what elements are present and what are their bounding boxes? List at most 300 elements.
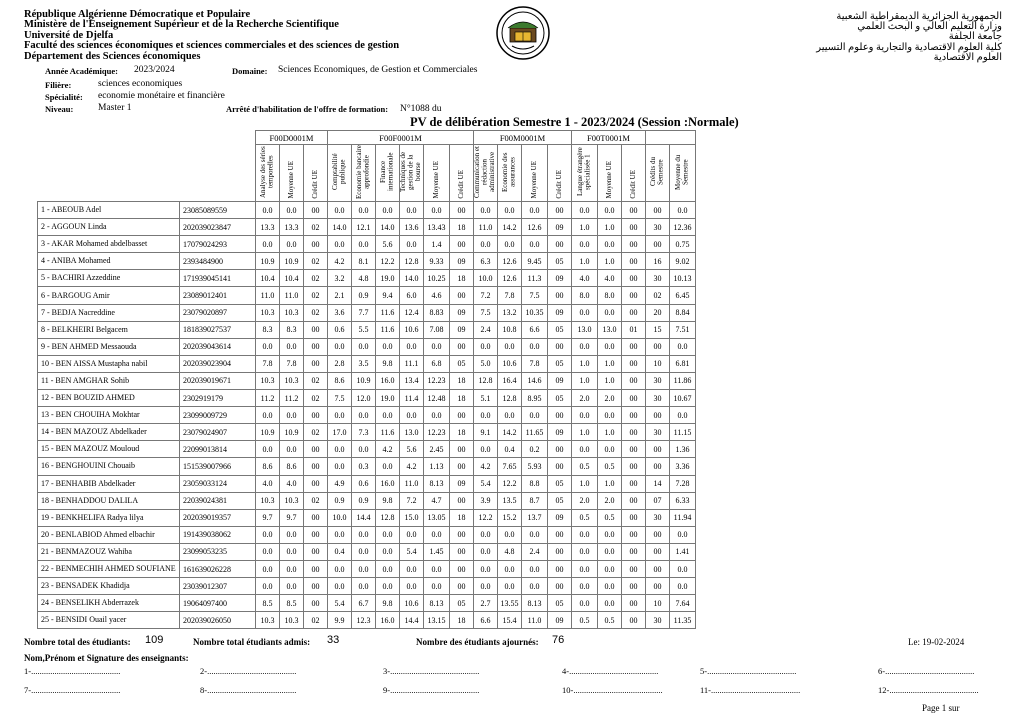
grade-cell: 7.8 bbox=[522, 355, 548, 372]
grade-cell: 0.0 bbox=[256, 526, 280, 543]
grade-cell: 10.35 bbox=[522, 304, 548, 321]
grade-cell: 00 bbox=[622, 509, 646, 526]
table-row bbox=[38, 372, 696, 389]
student-name: 4 - ANIBA Mohamed bbox=[38, 253, 180, 270]
grade-cell: 0.0 bbox=[474, 543, 498, 560]
student-matricule: 202039019671 bbox=[180, 372, 256, 389]
grade-cell: 0.5 bbox=[572, 458, 598, 475]
grade-cell: 0.0 bbox=[424, 202, 450, 219]
signature-slot: 8-.......................................... bbox=[200, 685, 297, 695]
grade-cell: 1.0 bbox=[572, 219, 598, 236]
student-matricule: 23089012401 bbox=[180, 287, 256, 304]
grade-cell: 0.0 bbox=[424, 578, 450, 595]
total-label: Nombre total des étudiants: bbox=[24, 637, 131, 647]
grade-cell: 8.13 bbox=[424, 475, 450, 492]
grade-cell: 8.3 bbox=[280, 321, 304, 338]
grade-cell: 05 bbox=[548, 492, 572, 509]
grade-cell: 18 bbox=[450, 424, 474, 441]
grade-cell: 0.0 bbox=[474, 338, 498, 355]
student-name: 23 - BENSADEK Khadidja bbox=[38, 578, 180, 595]
grade-cell: 30 bbox=[646, 219, 670, 236]
grade-cell: 6.7 bbox=[352, 595, 376, 612]
signature-slot: 9-.......................................... bbox=[383, 685, 480, 695]
grade-cell: 0.0 bbox=[328, 202, 352, 219]
grade-cell: 3.36 bbox=[670, 458, 696, 475]
grade-cell: 00 bbox=[304, 236, 328, 253]
table-body bbox=[38, 202, 696, 629]
grade-cell: 5.1 bbox=[474, 390, 498, 407]
grade-cell: 13.2 bbox=[498, 304, 522, 321]
grade-cell: 11.0 bbox=[474, 219, 498, 236]
grade-cell: 0.0 bbox=[498, 202, 522, 219]
grade-cell: 10.9 bbox=[280, 424, 304, 441]
grade-cell: 12.8 bbox=[376, 509, 400, 526]
grade-cell: 0.0 bbox=[572, 595, 598, 612]
grade-cell: 1.0 bbox=[572, 424, 598, 441]
grade-cell: 00 bbox=[646, 543, 670, 560]
grade-cell: 12.2 bbox=[498, 475, 522, 492]
grade-cell: 10.9 bbox=[280, 253, 304, 270]
grade-cell: 6.8 bbox=[424, 355, 450, 372]
grade-cell: 0.0 bbox=[352, 338, 376, 355]
page-title: PV de délibération Semestre 1 - 2023/2024 (Session :Normale) bbox=[410, 115, 739, 129]
grade-cell: 02 bbox=[304, 492, 328, 509]
domaine-value: Sciences Economiques, de Gestion et Commerciales bbox=[278, 65, 478, 75]
grade-cell: 0.5 bbox=[572, 612, 598, 629]
grade-cell: 16.0 bbox=[376, 612, 400, 629]
grade-cell: 9.33 bbox=[424, 253, 450, 270]
grade-cell: 6.6 bbox=[474, 612, 498, 629]
grade-cell: 00 bbox=[622, 526, 646, 543]
grade-cell: 00 bbox=[622, 543, 646, 560]
grade-cell: 12.4 bbox=[400, 304, 424, 321]
grade-cell: 0.0 bbox=[280, 543, 304, 560]
grade-cell: 30 bbox=[646, 372, 670, 389]
grade-cell: 10.6 bbox=[400, 321, 424, 338]
grade-cell: 00 bbox=[622, 458, 646, 475]
grade-cell: 02 bbox=[304, 424, 328, 441]
grade-cell: 10.6 bbox=[400, 595, 424, 612]
grade-cell: 0.0 bbox=[572, 202, 598, 219]
grade-cell: 1.41 bbox=[670, 543, 696, 560]
grade-cell: 9.4 bbox=[376, 287, 400, 304]
grade-cell: 18 bbox=[450, 372, 474, 389]
grade-cell: 13.0 bbox=[598, 321, 622, 338]
grade-cell: 7.08 bbox=[424, 321, 450, 338]
grade-cell: 11.1 bbox=[400, 355, 424, 372]
annee-value: 2023/2024 bbox=[134, 65, 175, 75]
grade-cell: 11.0 bbox=[256, 287, 280, 304]
grade-cell: 4.6 bbox=[424, 287, 450, 304]
grade-cell: 0.0 bbox=[352, 407, 376, 424]
grade-cell: 0.0 bbox=[376, 338, 400, 355]
grade-cell: 2.0 bbox=[572, 390, 598, 407]
grade-cell: 0.5 bbox=[598, 458, 622, 475]
grade-cell: 8.8 bbox=[522, 475, 548, 492]
grade-cell: 13.7 bbox=[522, 509, 548, 526]
grade-cell: 0.0 bbox=[352, 441, 376, 458]
grade-cell: 2.7 bbox=[474, 595, 498, 612]
student-name: 16 - BENGHOUINI Chouaib bbox=[38, 458, 180, 475]
grade-cell: 10.0 bbox=[328, 509, 352, 526]
student-name: 6 - BARGOUG Amir bbox=[38, 287, 180, 304]
grade-cell: 16.0 bbox=[376, 372, 400, 389]
student-name: 20 - BENLABIOD Ahmed elbachir bbox=[38, 526, 180, 543]
student-name: 19 - BENKHELIFA Radya lilya bbox=[38, 509, 180, 526]
grade-cell: 00 bbox=[548, 202, 572, 219]
signature-slot: 12-.......................................... bbox=[878, 685, 979, 695]
student-matricule: 23079024907 bbox=[180, 424, 256, 441]
student-matricule: 202039019357 bbox=[180, 509, 256, 526]
grade-cell: 00 bbox=[450, 526, 474, 543]
grade-cell: 10.3 bbox=[280, 372, 304, 389]
grade-cell: 0.0 bbox=[522, 236, 548, 253]
grade-cell: 10.3 bbox=[256, 372, 280, 389]
grade-cell: 05 bbox=[548, 475, 572, 492]
grade-cell: 00 bbox=[622, 595, 646, 612]
grade-cell: 09 bbox=[548, 612, 572, 629]
grade-cell: 2.4 bbox=[522, 543, 548, 560]
grade-cell: 12.0 bbox=[352, 390, 376, 407]
grade-cell: 00 bbox=[548, 578, 572, 595]
column-header: Analyse des séries temporelles bbox=[256, 145, 280, 202]
student-matricule: 161639026228 bbox=[180, 560, 256, 577]
grade-cell: 11.2 bbox=[280, 390, 304, 407]
signature-slot: 4-.......................................... bbox=[562, 666, 659, 676]
grade-cell: 00 bbox=[304, 543, 328, 560]
grade-cell: 7.8 bbox=[256, 355, 280, 372]
header-left-line: Faculté des sciences économiques et sciences commerciales et des sciences de gestion bbox=[24, 40, 400, 52]
grade-cell: 14 bbox=[646, 475, 670, 492]
student-matricule: 202039023847 bbox=[180, 219, 256, 236]
grade-cell: 00 bbox=[304, 595, 328, 612]
group-header: F00F0001M bbox=[328, 131, 474, 145]
student-name: 5 - BACHIRI Azzeddine bbox=[38, 270, 180, 287]
table-row bbox=[38, 560, 696, 577]
grade-cell: 00 bbox=[304, 407, 328, 424]
grade-cell: 09 bbox=[450, 253, 474, 270]
student-name: 3 - AKAR Mohamed abdelbasset bbox=[38, 236, 180, 253]
grade-cell: 0.0 bbox=[256, 407, 280, 424]
grade-cell: 0.4 bbox=[328, 543, 352, 560]
column-header: Crédit UE bbox=[622, 145, 646, 202]
column-header: Crédit UE bbox=[450, 145, 474, 202]
grade-cell: 12.2 bbox=[376, 253, 400, 270]
student-matricule: 171939045141 bbox=[180, 270, 256, 287]
student-name: 18 - BENHADDOU DALILA bbox=[38, 492, 180, 509]
grade-cell: 0.0 bbox=[670, 407, 696, 424]
header-blank bbox=[38, 131, 256, 145]
grade-cell: 09 bbox=[548, 219, 572, 236]
table-row bbox=[38, 304, 696, 321]
grade-cell: 0.0 bbox=[670, 560, 696, 577]
student-matricule: 2393484900 bbox=[180, 253, 256, 270]
grade-cell: 0.0 bbox=[572, 560, 598, 577]
grade-cell: 0.0 bbox=[522, 202, 548, 219]
grade-cell: 7.5 bbox=[522, 287, 548, 304]
grade-cell: 6.6 bbox=[522, 321, 548, 338]
grade-cell: 05 bbox=[548, 595, 572, 612]
university-logo bbox=[496, 6, 550, 60]
grade-cell: 00 bbox=[548, 407, 572, 424]
student-matricule: 202039023904 bbox=[180, 355, 256, 372]
grade-cell: 01 bbox=[622, 321, 646, 338]
grade-cell: 0.0 bbox=[328, 441, 352, 458]
grade-cell: 00 bbox=[450, 236, 474, 253]
grade-cell: 13.6 bbox=[400, 219, 424, 236]
grade-cell: 00 bbox=[548, 543, 572, 560]
grade-cell: 00 bbox=[646, 338, 670, 355]
signature-slot: 3-.......................................... bbox=[383, 666, 480, 676]
grade-cell: 09 bbox=[548, 424, 572, 441]
grade-cell: 2.4 bbox=[474, 321, 498, 338]
grade-cell: 18 bbox=[450, 390, 474, 407]
grade-cell: 0.0 bbox=[572, 543, 598, 560]
student-name: 17 - BENHABIB Abdelkader bbox=[38, 475, 180, 492]
grade-cell: 0.0 bbox=[670, 338, 696, 355]
student-name: 10 - BEN AISSA Mustapha nabil bbox=[38, 355, 180, 372]
grade-cell: 0.3 bbox=[352, 458, 376, 475]
grade-cell: 4.0 bbox=[598, 270, 622, 287]
grade-cell: 8.84 bbox=[670, 304, 696, 321]
grade-cell: 8.6 bbox=[256, 458, 280, 475]
grade-cell: 12.8 bbox=[474, 372, 498, 389]
grade-cell: 00 bbox=[450, 407, 474, 424]
grade-cell: 6.33 bbox=[670, 492, 696, 509]
grade-cell: 3.5 bbox=[352, 355, 376, 372]
sign-label: Nom,Prénom et Signature des enseignants: bbox=[24, 653, 189, 663]
grade-cell: 8.83 bbox=[424, 304, 450, 321]
grade-cell: 00 bbox=[548, 338, 572, 355]
grade-cell: 5.0 bbox=[474, 355, 498, 372]
grade-cell: 05 bbox=[548, 390, 572, 407]
student-matricule: 2302919179 bbox=[180, 390, 256, 407]
grade-cell: 0.0 bbox=[598, 407, 622, 424]
grade-cell: 11.4 bbox=[400, 390, 424, 407]
grade-cell: 00 bbox=[304, 321, 328, 338]
grade-cell: 11.35 bbox=[670, 612, 696, 629]
grade-cell: 6.81 bbox=[670, 355, 696, 372]
grade-cell: 02 bbox=[304, 372, 328, 389]
grade-cell: 14.2 bbox=[498, 424, 522, 441]
grade-cell: 00 bbox=[622, 612, 646, 629]
grade-cell: 0.0 bbox=[598, 526, 622, 543]
grade-cell: 00 bbox=[622, 287, 646, 304]
grade-cell: 00 bbox=[622, 338, 646, 355]
grade-cell: 0.0 bbox=[400, 202, 424, 219]
student-matricule: 17079024293 bbox=[180, 236, 256, 253]
column-header: Techniques de gestion de la bourse bbox=[400, 145, 424, 202]
student-name: 9 - BEN AHMED Messaouda bbox=[38, 338, 180, 355]
grade-cell: 0.0 bbox=[474, 236, 498, 253]
grade-cell: 0.0 bbox=[670, 578, 696, 595]
grade-cell: 9.45 bbox=[522, 253, 548, 270]
grade-cell: 0.5 bbox=[598, 612, 622, 629]
grade-cell: 30 bbox=[646, 270, 670, 287]
grade-cell: 00 bbox=[304, 560, 328, 577]
grade-cell: 9.1 bbox=[474, 424, 498, 441]
signature-slot: 10-.......................................... bbox=[562, 685, 663, 695]
student-name: 22 - BENMECHIH AHMED SOUFIANE bbox=[38, 560, 180, 577]
filiere-label: Filière: bbox=[45, 80, 72, 90]
table-row bbox=[38, 543, 696, 560]
grade-cell: 0.0 bbox=[498, 407, 522, 424]
grade-cell: 00 bbox=[548, 526, 572, 543]
grade-cell: 18 bbox=[450, 270, 474, 287]
grade-cell: 0.0 bbox=[474, 560, 498, 577]
grade-cell: 0.0 bbox=[598, 441, 622, 458]
signature-slot: 2-.......................................... bbox=[200, 666, 297, 676]
grade-cell: 00 bbox=[646, 407, 670, 424]
grade-cell: 00 bbox=[304, 475, 328, 492]
grade-cell: 0.9 bbox=[352, 287, 376, 304]
grade-cell: 00 bbox=[304, 441, 328, 458]
grade-cell: 14.6 bbox=[522, 372, 548, 389]
grade-cell: 00 bbox=[622, 270, 646, 287]
grade-cell: 0.0 bbox=[400, 338, 424, 355]
arrete-value: N°1088 du bbox=[400, 104, 442, 114]
grade-cell: 11.15 bbox=[670, 424, 696, 441]
grade-cell: 8.6 bbox=[280, 458, 304, 475]
grade-cell: 0.75 bbox=[670, 236, 696, 253]
grade-cell: 0.0 bbox=[376, 202, 400, 219]
total-value: 109 bbox=[145, 634, 164, 646]
grade-cell: 1.13 bbox=[424, 458, 450, 475]
grade-cell: 0.5 bbox=[572, 509, 598, 526]
grade-cell: 1.0 bbox=[598, 253, 622, 270]
grade-cell: 7.2 bbox=[474, 287, 498, 304]
grade-cell: 10.67 bbox=[670, 390, 696, 407]
grade-cell: 0.0 bbox=[474, 526, 498, 543]
grade-cell: 0.0 bbox=[572, 338, 598, 355]
grade-cell: 1.0 bbox=[598, 424, 622, 441]
grade-cell: 00 bbox=[548, 287, 572, 304]
grade-cell: 7.7 bbox=[352, 304, 376, 321]
specialite-label: Spécialité: bbox=[45, 92, 83, 102]
student-matricule: 23079020897 bbox=[180, 304, 256, 321]
grade-cell: 4.0 bbox=[280, 475, 304, 492]
grade-cell: 30 bbox=[646, 612, 670, 629]
table-row bbox=[38, 270, 696, 287]
table-row bbox=[38, 338, 696, 355]
grade-cell: 00 bbox=[622, 578, 646, 595]
grade-cell: 0.0 bbox=[280, 236, 304, 253]
grade-cell: 10.13 bbox=[670, 270, 696, 287]
grade-cell: 7.3 bbox=[352, 424, 376, 441]
grade-cell: 0.0 bbox=[280, 560, 304, 577]
grade-cell: 2.1 bbox=[328, 287, 352, 304]
table-row bbox=[38, 321, 696, 338]
grade-cell: 00 bbox=[646, 458, 670, 475]
grade-cell: 8.1 bbox=[352, 253, 376, 270]
grade-cell: 0.0 bbox=[256, 441, 280, 458]
grade-cell: 0.0 bbox=[598, 595, 622, 612]
grade-cell: 9.7 bbox=[256, 509, 280, 526]
grade-cell: 0.0 bbox=[376, 560, 400, 577]
grade-cell: 16.4 bbox=[498, 372, 522, 389]
grade-cell: 2.8 bbox=[328, 355, 352, 372]
grade-cell: 02 bbox=[304, 390, 328, 407]
student-matricule: 23039012307 bbox=[180, 578, 256, 595]
grade-cell: 10.3 bbox=[256, 612, 280, 629]
grade-cell: 12.48 bbox=[424, 390, 450, 407]
table-row bbox=[38, 253, 696, 270]
student-matricule: 23059033124 bbox=[180, 475, 256, 492]
grade-cell: 0.0 bbox=[598, 304, 622, 321]
grade-cell: 00 bbox=[304, 509, 328, 526]
grade-cell: 0.0 bbox=[474, 202, 498, 219]
grade-cell: 11.0 bbox=[400, 475, 424, 492]
grade-cell: 5.93 bbox=[522, 458, 548, 475]
grade-cell: 00 bbox=[622, 560, 646, 577]
grade-cell: 9.8 bbox=[376, 492, 400, 509]
grade-cell: 7.8 bbox=[280, 355, 304, 372]
grade-cell: 0.0 bbox=[280, 407, 304, 424]
grade-cell: 12.6 bbox=[498, 270, 522, 287]
table-row bbox=[38, 441, 696, 458]
grade-cell: 11.65 bbox=[522, 424, 548, 441]
admis-label: Nombre total étudiants admis: bbox=[193, 637, 311, 647]
grade-cell: 0.0 bbox=[598, 202, 622, 219]
grade-cell: 00 bbox=[548, 441, 572, 458]
header-right-line: الجمهورية الجزائرية الديمقراطية الشعبية bbox=[836, 11, 1002, 22]
grade-cell: 0.0 bbox=[474, 441, 498, 458]
grade-cell: 00 bbox=[450, 560, 474, 577]
grade-cell: 0.0 bbox=[280, 578, 304, 595]
grade-cell: 0.0 bbox=[328, 526, 352, 543]
grade-cell: 13.05 bbox=[424, 509, 450, 526]
grade-cell: 8.95 bbox=[522, 390, 548, 407]
grade-cell: 15.0 bbox=[400, 509, 424, 526]
table-row bbox=[38, 612, 696, 629]
student-name: 1 - ABEOUB Adel bbox=[38, 202, 180, 219]
grade-cell: 4.2 bbox=[328, 253, 352, 270]
grade-cell: 13.3 bbox=[280, 219, 304, 236]
table-row bbox=[38, 458, 696, 475]
header-left-line: Université de Djelfa bbox=[24, 29, 114, 41]
grade-cell: 8.3 bbox=[256, 321, 280, 338]
grade-cell: 10.8 bbox=[498, 321, 522, 338]
grade-cell: 0.5 bbox=[598, 509, 622, 526]
grade-cell: 12.36 bbox=[670, 219, 696, 236]
grade-cell: 4.0 bbox=[572, 270, 598, 287]
grade-cell: 1.0 bbox=[572, 372, 598, 389]
grade-cell: 5.4 bbox=[400, 543, 424, 560]
grade-cell: 1.0 bbox=[598, 372, 622, 389]
grade-cell: 0.0 bbox=[328, 236, 352, 253]
grade-cell: 00 bbox=[548, 236, 572, 253]
student-name: 14 - BEN MAZOUZ Abdelkader bbox=[38, 424, 180, 441]
grade-cell: 8.5 bbox=[256, 595, 280, 612]
column-header: Finance internationale bbox=[376, 145, 400, 202]
grade-cell: 00 bbox=[304, 578, 328, 595]
student-name: 11 - BEN AMGHAR Sohib bbox=[38, 372, 180, 389]
header-right-line: العلوم الاقتصادية bbox=[933, 51, 1002, 63]
student-matricule: 202039026050 bbox=[180, 612, 256, 629]
student-matricule: 22039024381 bbox=[180, 492, 256, 509]
grade-cell: 00 bbox=[304, 202, 328, 219]
group-header: F00M0001M bbox=[474, 131, 572, 145]
grade-cell: 09 bbox=[548, 509, 572, 526]
grade-cell: 14.4 bbox=[400, 612, 424, 629]
grade-cell: 0.0 bbox=[352, 526, 376, 543]
grade-cell: 00 bbox=[622, 390, 646, 407]
grade-cell: 5.6 bbox=[376, 236, 400, 253]
grade-cell: 00 bbox=[622, 441, 646, 458]
grade-cell: 00 bbox=[304, 355, 328, 372]
grade-cell: 8.0 bbox=[572, 287, 598, 304]
grade-cell: 14.0 bbox=[400, 270, 424, 287]
